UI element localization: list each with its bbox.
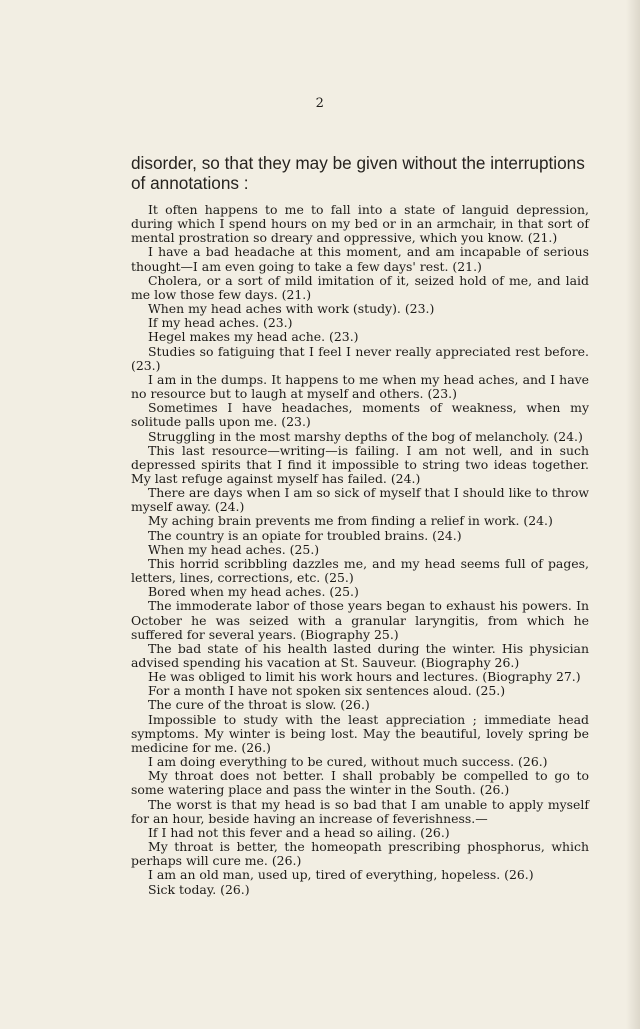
quotation-entry: The country is an opiate for troubled brains. (24.) [148,527,462,543]
quotation-entry: Studies so fatiguing that I feel I never really appreciated rest before. (23.) [131,343,589,373]
quotation-entry: The worst is that my head is so bad that I am unable to apply myself for an hour, beside having an increase of feverishness.— [131,796,589,826]
quotation-entry: I am doing everything to be cured, without much success. (26.) [148,754,548,770]
quotation-entry: My throat is better, the homeopath prescribing phosphorus, which perhaps will cure me. (26.) [131,839,589,869]
quotation-entry: The bad state of his health lasted during the winter. His physician advised spending his vacation at St. Sauveur. (Biography 26.) [131,640,589,670]
quotation-entry: There are days when I am so sick of myself that I should like to throw myself away. (24.) [131,485,589,515]
quotation-entry: Impossible to study with the least appreciation ; immediate head symptoms. My winter is being lost. May the beautiful, lovely spring be medicine for me. (26.) [131,711,589,755]
quotation-entry: My aching brain prevents me from finding a relief in work. (24.) [148,513,553,529]
quotation-list [131,203,589,897]
quotation-entry: Struggling in the most marshy depths of the bog of melancholy. (24.) [148,428,583,444]
quotation-entry: Hegel makes my head ache. (23.) [148,329,359,345]
quotation-entry: He was obliged to limit his work hours and lectures. (Biography 27.) [148,669,581,685]
quotation-entry: If my head aches. (23.) [148,315,293,331]
intro-paragraph: disorder, so that they may be given without the interruptions of annotations : [131,153,585,193]
quotation-entry: For a month I have not spoken six sentences aloud. (25.) [148,683,506,699]
quotation-entry: My throat does not better. I shall probably be compelled to go to some watering place and pass the winter in the South. (26.) [131,768,589,798]
quotation-entry: I have a bad headache at this moment, and am incapable of serious thought—I am even going to take a few days' rest. (21.) [131,244,589,274]
quotation-entry: The immoderate labor of those years began to exhaust his powers. In October he was seized with a granular laryngitis, from which he suffered for several years. (Biography 25.) [131,598,589,642]
quotation-entry: This horrid scribbling dazzles me, and my head seems full of pages, letters, lines, corrections, etc. (25.) [131,555,589,586]
quotation-entry: When my head aches. (25.) [148,541,320,557]
page-edge-shadow [626,0,640,1029]
quotation-entry: Sometimes I have headaches, moments of weakness, when my solitude palls upon me. (23.) [131,400,589,430]
page-number: 2 [315,96,325,111]
quotation-entry: Sick today. (26.) [148,881,250,897]
quotation-entry: When my head aches with work (study). (23.) [148,301,435,317]
quotation-entry: If I had not this fever and a head so ailing. (26.) [148,824,450,840]
quotation-entry: This last resource—writing—is failing. I am not well, and in such depressed spirits that I find it impossible to string two ideas together. My last refuge against myself has failed. (24.) [131,442,589,486]
quotation-entry: I am in the dumps. It happens to me when my head aches, and I have no resource but to laugh at myself and others. (23.) [131,371,589,402]
quotation-entry: The cure of the throat is slow. (26.) [148,697,370,713]
quotation-entry: It often happens to me to fall into a state of languid depression, during which I spend hours on my bed or in an armchair, in that sort of mental prostration so dreary and oppressive, which you know. (21.) [131,202,589,246]
quotation-entry: I am an old man, used up, tired of everything, hopeless. (26.) [148,867,534,883]
quotation-entry: Cholera, or a sort of mild imitation of it, seized hold of me, and laid me low those few days. (21.) [131,272,589,302]
quotation-entry: Bored when my head aches. (25.) [148,584,359,600]
